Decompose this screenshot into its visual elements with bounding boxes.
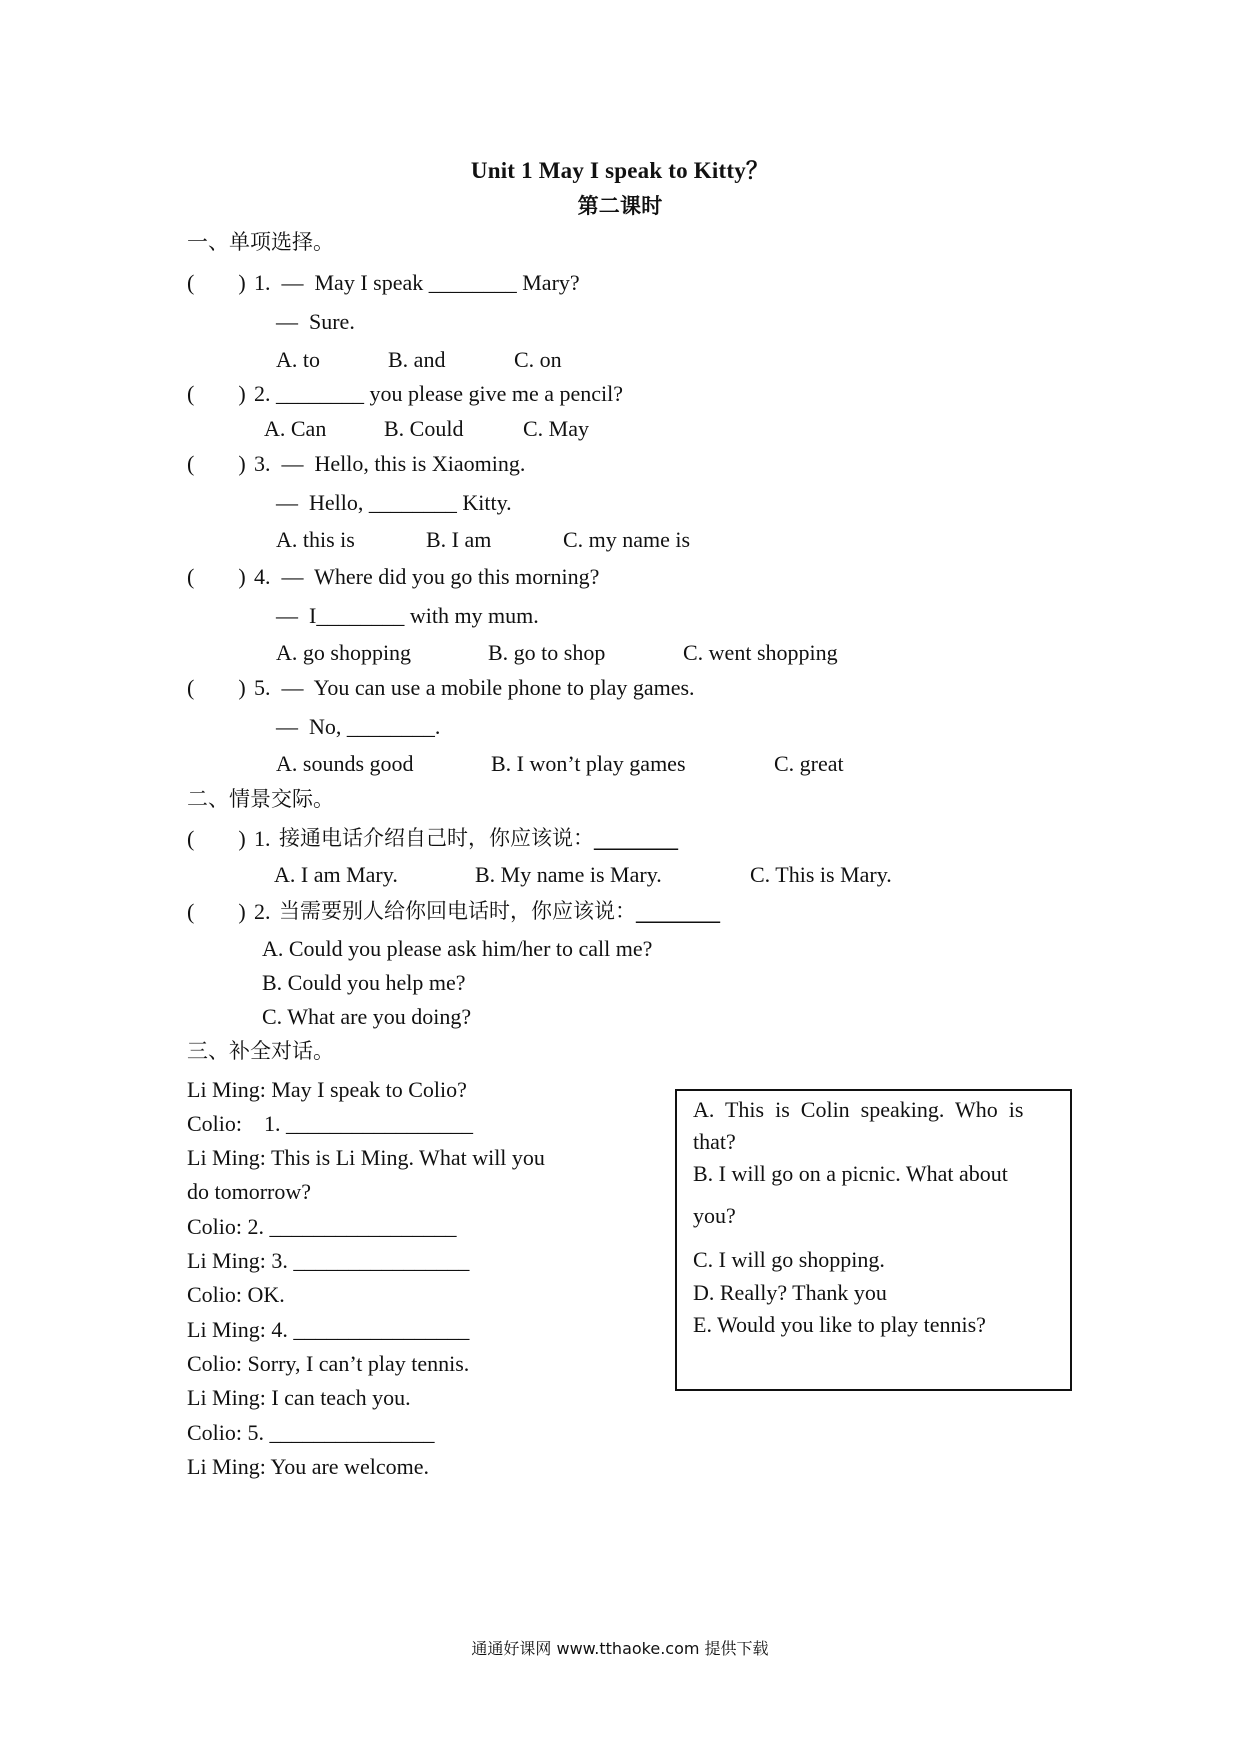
s1q3-option-a: A. this is <box>276 527 355 552</box>
s1q5-option-c: C. great <box>774 751 844 776</box>
s1q4-stem: 4. — Where did you go this morning? <box>254 564 600 589</box>
answer-paren-s1q1: ( ) <box>187 270 246 295</box>
options-box <box>675 1089 1072 1391</box>
s2q2-option-b: B. Could you help me? <box>262 970 466 995</box>
s1q1-stem: 1. — May I speak ________ Mary? <box>254 270 580 295</box>
dialogue-line: Colio: 5. _______________ <box>187 1420 435 1445</box>
s2q1-option-c: C. This is Mary. <box>750 862 892 887</box>
s2q1-stem: 接通电话介绍自己时，你应该说：________ <box>279 826 678 850</box>
s1q4-option-a: A. go shopping <box>276 640 412 665</box>
s1q4-option-b: B. go to shop <box>488 640 606 665</box>
s1q4-option-c: C. went shopping <box>683 640 838 665</box>
s1q1-option-a: A. to <box>276 347 320 372</box>
box-option-line: B. I will go on a picnic. What about <box>693 1161 1008 1186</box>
dialogue-line: Li Ming: I can teach you. <box>187 1385 411 1410</box>
s1q5-reply: — No, ________. <box>276 714 441 739</box>
dialogue-line: Colio: Sorry, I can’t play tennis. <box>187 1351 470 1376</box>
s2q1-number: 1. <box>254 826 271 851</box>
s1q5-option-b: B. I won’t play games <box>491 751 686 776</box>
s1q1-option-b: B. and <box>388 347 446 372</box>
box-option-line: E. Would you like to play tennis? <box>693 1312 986 1337</box>
answer-paren-s1q5: ( ) <box>187 675 246 700</box>
section2-heading: 二、情景交际。 <box>187 787 334 811</box>
dialogue-line: do tomorrow? <box>187 1179 312 1204</box>
box-option-line: C. I will go shopping. <box>693 1247 885 1272</box>
section3-heading: 三、补全对话。 <box>187 1039 334 1063</box>
dialogue-line: Li Ming: This is Li Ming. What will you <box>187 1145 545 1170</box>
s1q3-stem: 3. — Hello, this is Xiaoming. <box>254 451 526 476</box>
s1q1-option-c: C. on <box>514 347 562 372</box>
dialogue-line: Li Ming: May I speak to Colio? <box>187 1077 467 1102</box>
s2q2-option-c: C. What are you doing? <box>262 1004 472 1029</box>
s1q3-reply: — Hello, ________ Kitty. <box>276 490 512 515</box>
s1q2-option-c: C. May <box>523 416 589 441</box>
dialogue-line: Li Ming: 3. ________________ <box>187 1248 470 1273</box>
s1q5-stem: 5. — You can use a mobile phone to play games. <box>254 675 695 700</box>
s1q2-option-a: A. Can <box>264 416 327 441</box>
s1q4-reply: — I________ with my mum. <box>276 603 539 628</box>
s2q2-number: 2. <box>254 899 271 924</box>
s2q1-option-b: B. My name is Mary. <box>475 862 662 887</box>
box-option-line: that? <box>693 1129 736 1154</box>
box-option-line: A. This is Colin speaking. Who is <box>693 1097 1024 1122</box>
s2q2-option-a: A. Could you please ask him/her to call me? <box>262 936 653 961</box>
s1q5-option-a: A. sounds good <box>276 751 414 776</box>
box-option-line: you? <box>693 1203 736 1228</box>
s1q2-option-b: B. Could <box>384 416 464 441</box>
s1q3-option-b: B. I am <box>426 527 492 552</box>
answer-paren-s2q2: ( ) <box>187 899 246 924</box>
answer-paren-s1q2: ( ) <box>187 381 246 406</box>
dialogue-line: Colio: OK. <box>187 1282 285 1307</box>
section1-heading: 一、单项选择。 <box>187 230 334 254</box>
dialogue-line: Colio: 2. _________________ <box>187 1214 457 1239</box>
answer-paren-s2q1: ( ) <box>187 826 246 851</box>
page-title: Unit 1 May I speak to Kitty？ <box>470 158 770 183</box>
box-option-line: D. Really? Thank you <box>693 1280 887 1305</box>
dialogue-line: Li Ming: 4. ________________ <box>187 1317 470 1342</box>
s1q3-option-c: C. my name is <box>563 527 691 552</box>
page-subtitle: 第二课时 <box>577 194 663 218</box>
dialogue-line: Li Ming: You are welcome. <box>187 1454 429 1479</box>
s2q2-stem: 当需要别人给你回电话时，你应该说：________ <box>279 899 720 923</box>
s1q1-reply: — Sure. <box>276 309 355 334</box>
answer-paren-s1q4: ( ) <box>187 564 246 589</box>
s2q1-option-a: A. I am Mary. <box>274 862 398 887</box>
dialogue-line: Colio: 1. _________________ <box>187 1111 474 1136</box>
answer-paren-s1q3: ( ) <box>187 451 246 476</box>
s1q2-stem: 2. ________ you please give me a pencil? <box>254 381 624 406</box>
page-footer: 通通好课网 www.tthaoke.com 提供下载 <box>471 1639 769 1658</box>
